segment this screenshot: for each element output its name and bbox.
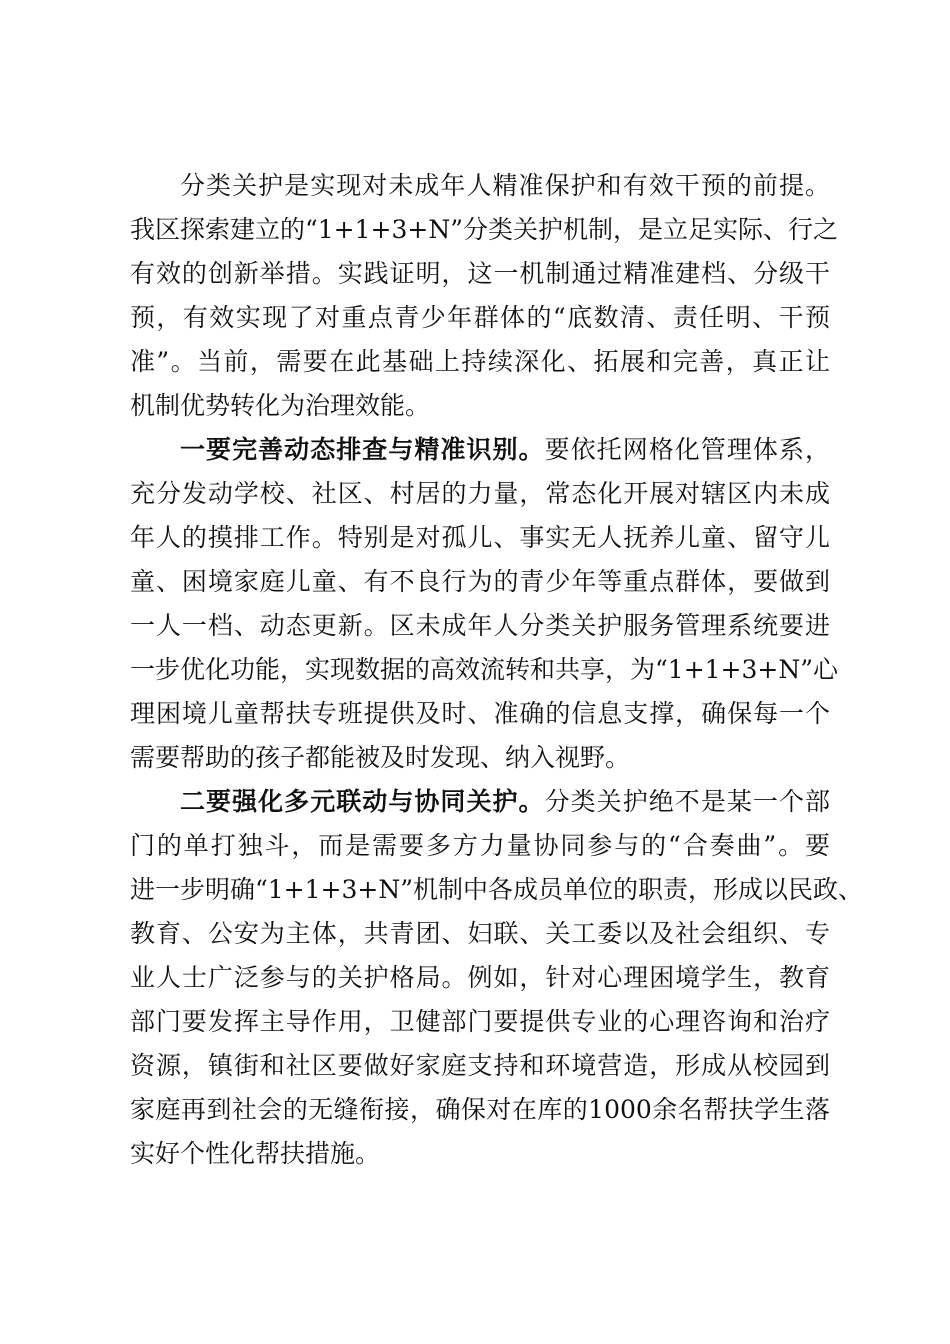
paragraph-3-line-5: 业人士广泛参与的关护格局。例如，针对心理困境学生，教育 <box>130 963 830 992</box>
paragraph-3-line-9: 实好个性化帮扶措施。 <box>130 1139 381 1168</box>
paragraph-3-line-7: 资源，镇街和社区要做好家庭支持和环境营造，形成从校园到 <box>130 1051 830 1080</box>
paragraph-2-line-3: 年人的摸排工作。特别是对孤儿、事实无人抚养儿童、留守儿 <box>130 523 830 552</box>
paragraph-2-line-6: 一步优化功能，实现数据的高效流转和共享，为“1+1+3+N”心 <box>130 655 838 684</box>
paragraph-2-lead: 一要完善动态排查与精准识别。 <box>180 435 545 464</box>
paragraph-3-line-1 <box>180 780 830 824</box>
paragraph-2-line-5: 一人一档、动态更新。区未成年人分类关护服务管理系统要进 <box>130 611 830 640</box>
paragraph-3-line-6: 部门要发挥主导作用，卫健部门要提供专业的心理咨询和治疗 <box>130 1007 830 1036</box>
paragraph-3-line-8: 家庭再到社会的无缝衔接，确保对在库的1000余名帮扶学生落 <box>130 1095 830 1124</box>
paragraph-3-line-2: 门的单打独斗，而是需要多方力量协同参与的“合奏曲”。要 <box>130 831 830 860</box>
paragraph-1-line-5: 准”。当前，需要在此基础上持续深化、拓展和完善，真正让 <box>130 347 830 376</box>
paragraph-3-line-4: 教育、公安为主体，共青团、妇联、关工委以及社会组织、专 <box>130 919 830 948</box>
paragraph-2-line-1-text: 要依托网格化管理体系， <box>544 435 830 464</box>
paragraph-1-line-3: 有效的创新举措。实践证明，这一机制通过精准建档、分级干 <box>130 259 830 288</box>
paragraph-2-line-1 <box>180 428 830 472</box>
paragraph-2-line-7: 理困境儿童帮扶专班提供及时、准确的信息支撑，确保每一个 <box>130 699 830 728</box>
paragraph-1-line-4: 预，有效实现了对重点青少年群体的“底数清、责任明、干预 <box>130 303 830 332</box>
paragraph-1-line-6: 机制优势转化为治理效能。 <box>130 391 431 420</box>
paragraph-2-line-8: 需要帮助的孩子都能被及时发现、纳入视野。 <box>130 743 631 772</box>
paragraph-2-line-4: 童、困境家庭儿童、有不良行为的青少年等重点群体，要做到 <box>130 567 830 596</box>
paragraph-3-line-1-text: 分类关护绝不是某一个部 <box>544 787 830 816</box>
paragraph-3-lead: 二要强化多元联动与协同关护。 <box>180 787 545 816</box>
paragraph-1-line-1: 分类关护是实现对未成年人精准保护和有效干预的前提。 <box>180 171 830 200</box>
paragraph-1-line-2: 我区探索建立的“1+1+3+N”分类关护机制，是立足实际、行之 <box>130 215 838 244</box>
paragraph-3-line-3: 进一步明确“1+1+3+N”机制中各成员单位的职责，形成以民政、 <box>130 875 863 904</box>
paragraph-2-line-2: 充分发动学校、社区、村居的力量，常态化开展对辖区内未成 <box>130 479 830 508</box>
